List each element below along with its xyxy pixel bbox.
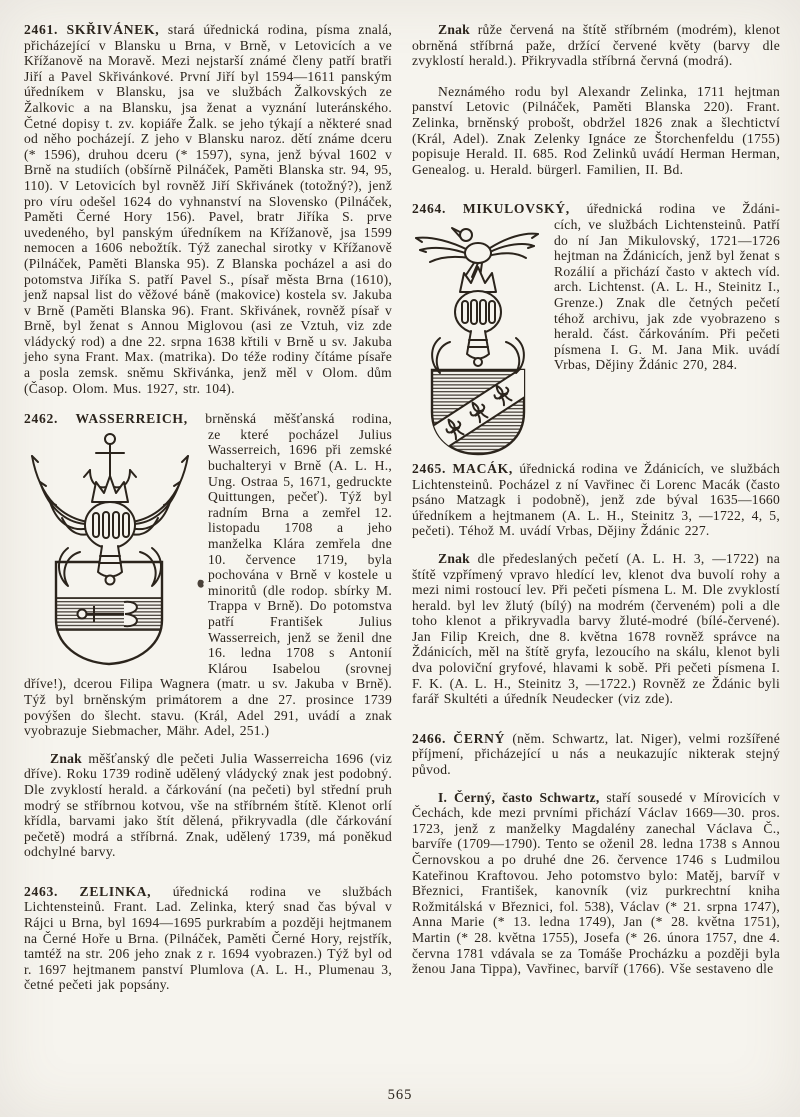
dove-helmet-bend-fleur-de-lis-shield-arms-icon	[412, 220, 542, 458]
entry-number: 2464.	[412, 201, 447, 217]
entry-flow	[24, 427, 392, 739]
entry-number: 2462.	[24, 411, 59, 427]
entry-number: 2461.	[24, 22, 59, 37]
ink-speck	[197, 577, 205, 587]
entry-paragraph	[24, 22, 392, 396]
entry-text: stará úřednická rodina, písma znalá, přicházející v Blansku u Brna, v Brně, v Letovicích a ve Křížanově na Moravě. Mezi nejstarší známé členy patří bratři Jiří a Pavel Skřivánkové. První Jiří byl 1594—1611 panským úředníkem v Blansku, jsa ve službách Žalkovských ze Žalkovic a na Blansku, jsa ženat a vyznání luteránského. Četné dopisy t. zv. kopiáře Žalk. se jeho týkají a některé snad od něho pocházejí. Z jeho v Blansku naroz. dětí známe dceru (* 1596), druhou dceru (* 1597), syna, jenž býval 1602 v Brně na studiích (obšírně Pilnáček, Paměti Blanska str. 94, 95, 110). V Letovicích byl rovněž Jiří Skřivánek (totožný?), jenž pro víru odešel 1624 do vyhnanství na Slovensko (Pilnáček, Paměti Černé Hory 156). Pavel, bratr Jiříka S. prve uvedeného, byl panským úředníkem na Křížanově, jsa 1599 nemocen a 1606 nebožtík. Týž zanechal sirotky v Křížanově (Pilnáček, Paměti Blanska 95). Z Blanska pocházel a asi do potomstva Jiříka S. patří Pavel S., písař města Brna (1610), jenž napsal list do věžové báně (makovice) kostela sv. Jakuba v Brně (Paměti Blanska 96). Frant. Skřivánek, rovněž písař v Brně, byl ženat s Annou Miglovou (asi ze Vztuh, viz zde vládycký rod) a dne 22. srpna 1638 křtili v Brně u sv. Jakuba jeho syna Frant. Max. (matrika). Do téže rodiny čítáme písaře a posla zemsk. sněmu Skřivánka, jenž měl v Olom. dům (Časop. Olom. Mus. 1927, str. 104).	[24, 22, 392, 396]
entry-number: 2463.	[24, 883, 59, 899]
entry-headword: SKŘIVÁNEK,	[66, 22, 160, 37]
entry-heading-line	[24, 411, 392, 427]
entry-paragraph	[412, 731, 780, 778]
entry-headword: ZELINKA,	[79, 883, 152, 899]
entry-number: 2466.	[412, 730, 447, 746]
branch-lead: I. Černý, často Schwartz,	[438, 789, 600, 805]
winged-helmet-anchor-shield-arms-icon	[24, 430, 196, 668]
entry-first-line: brněnská měšťanská rodina,	[205, 411, 392, 427]
entry-wasserreich	[24, 411, 392, 860]
entry-text: úřednická rodina ve Ždánicích, ve službách Lichtensteinů. Pocházel z ní Vavřinec či Lorenc Macák (často psáno Matzagk i podobně), jenž zde býval 1635—1660 úředníkem a hejtmanem (A. L. H., Steinitz 3, —1722, 4, 5, pečeti). Téhož M. uvádí Vrbas, Dějiny Ždánic 227.	[412, 460, 780, 539]
entry-zelinka	[24, 884, 392, 993]
znak-paragraph	[412, 551, 780, 707]
right-column	[412, 22, 780, 993]
left-column	[24, 22, 392, 993]
znak-lead: Znak	[438, 550, 470, 566]
zelinka-continuation-paragraph: Neznámého rodu byl Alexandr Zelinka, 1711 hejtman panství Letovic (Pilnáček, Paměti Blanska 220). Frant. Zelinka, brněnský probošt, obdržel 1826 znak a šlechtictví (Král, Adel). Znak Zelenky Ignáce ze Štorchenfeldu (1755) popisuje Herald. II. 685. Rod Zelinků uvádí Herman Herman, Genealog. u. Herald. bürgerl. Familien, II. Bd.	[412, 83, 780, 177]
entry-cerny	[412, 731, 780, 977]
znak-lead: Znak	[50, 750, 82, 766]
znak-paragraph	[24, 751, 392, 860]
znak-text: měšťanský dle pečeti Julia Wasserreicha 1696 (viz dříve). Roku 1739 rodině udělený vládycký znak jest podobný. Dle zvyklostí herald. a čárkování (na pečeti) byl střední pruh modrý se stříbrnou kotvou, vše na stříbrném štítě. Klenot orlí křídla, barvami jako štít dělená, přikryvadla (dle čárkování pečetě) modrá a stříbrná. Znak, udělený 1739, má poněkud odchylné barvy.	[24, 750, 392, 860]
entry-macak	[412, 461, 780, 707]
entry-mikulovsky	[412, 201, 780, 373]
znak-text: růže červená na štítě stříbrném (modrém), klenot obrněná stříbrná paže, držící červené květy (barvy dle zvyklostí herald.). Přikryvadla stříbrná červná (modrá).	[412, 22, 780, 69]
branch-text: staří sousedé v Mírovicích v Čechách, kde mezi prvními přichází Václav 1669—30. pros. 1723, jenž z manželky Magdalény zanechal Václava Č., barvíře (1709—1790). Tento se oženil 28. ledna 1738 s Annou Černovskou a po druhé dne 26. července 1746 s Ludmilou Kateřinou Kraftovou. Jeho potomstvo bylo: Matěj, barvíř v Březnici, František, kanovník (viz purkrechtní kniha Rožmitálská v Březnici, fol. 538), Václav (* 21. srpna 1747), Anna Marie (* 13. ledna 1749), Jan (* 28. května 1751), Martin (* 28. května 1755), Josefa (* 26. února 1757, dne 4. června 1781 vdávala se za Tomáše Procházku a později byla ženou Jana Tippa), Vavřinec, barvíř (1766). Vše sestaveno dle	[412, 789, 781, 977]
entry-headword: ČERNÝ	[453, 730, 506, 746]
entry-body-text: ze které pocházel Julius Wasserreich, 1696 při zemské buchalteryi v Brně (A. L. H., Ung. Ostraa 5, 1671, gedruckte Quittungen, pečeť). Týž byl radním Brna a zemřel 12. listopadu 1708 a jeho manželka Klára zemřela dne 10. července 1719, byla pochována v Brně v kostele u minoritů (dle rodop. sbírky M. Trappa v Brně). Do potomstva patří František Julius Wasserreich, jenž se ženil dne 16. ledna 1708 s Antonií Klárou Isabelou (srovnej dříve!), dcerou Filipa Wagnera (matr. u sv. Jakuba v Brně). Týž byl brněnským primátorem a dne 27. prosince 1739 povýšen do šlecht. stavu. (Král, Adel 291, uvádí a znak vyobrazuje Siebmacher, Mähr. Adel, 251.)	[24, 426, 392, 739]
entry-headword: WASSERREICH,	[75, 411, 188, 427]
two-column-layout	[24, 22, 780, 993]
entry-first-line: úřednická rodina ve Ždáni-	[586, 201, 780, 217]
znak-text: dle předeslaných pečetí (A. L. H. 3, —1722) na štítě vzpřímený vpravo hledící lev, klenot dva buvolí rohy a mezi nimi rostoucí lev. Při pečeti písmena L. M. Dle zvyklostí herald. byl lev žlutý (bílý) na modrém (červeném) poli a dle toho klenot a přikryvadla barvy žluté-modré (bílé-červené). Jan Filip Kreich, dne 8. května 1678 rovněž správce na Ždánicích, měl na štítě gryfa, lezoucího na skálu, klenot byli dva poloviční gryfové, hlavami k sobě. Při pečeti písmena I. F. K. (A. L. H., Steinitz 3, —1722.) Rovněž ze Ždánic byli farář Skultéti a úředník Neudecker (viz zde).	[412, 550, 780, 707]
entry-paragraph	[24, 884, 392, 993]
entry-headword: MIKULOVSKÝ,	[462, 201, 570, 217]
entry-flow	[412, 217, 780, 373]
entry-body-text: cích, ve službách Lichtensteinů. Patří do ní Jan Mikulovský, 1721—1726 hejtman na Ždánicích, jenž byl ženat s Rozálií a přichází často v aktech víd. arch. Lichtenst. (A. L. H., Steinitz I., Grenze.) Znak dle četných pečetí téhož archivu, jak zde vyobrazeno s herald. část. čárkováním. Při pečeti písmena I. G. M. Jana Mik. uvádí Vrbas, Dějiny Ždánic 270, 284.	[554, 216, 780, 373]
wasserreich-coat-of-arms	[24, 430, 196, 668]
zelinka-znak-paragraph	[412, 22, 780, 69]
entry-number: 2465.	[412, 460, 447, 476]
page-number: 565	[387, 1087, 413, 1104]
entry-text: (něm. Schwartz, lat. Niger), velmi rozšířené příjmení, přicházející u nás a neukazujíc nikterak stejný původ.	[412, 730, 780, 778]
entry-text: úřednická rodina ve službách Lichtensteinů. Frant. Lad. Zelinka, který snad čas býval v Rájci u Brna, byl 1694—1695 purkrabím a později hejtmanem na Černé Hoře u Brna. (Pilnáček, Paměti Černé Hory, rejstřík, tamtéž na str. 206 jeho znak z r. 1694 vyobrazen.) Týž byl od r. 1697 hejtmanem panství Plumlova (A. L. H., Plumenau 3, četné pečeti jak popsány.	[24, 883, 392, 993]
entry-heading-line	[412, 201, 780, 217]
entry-paragraph	[412, 461, 780, 539]
entry-headword: MACÁK,	[452, 460, 513, 476]
znak-lead: Znak	[438, 22, 470, 37]
entry-skrivanek	[24, 22, 392, 396]
mikulovsky-coat-of-arms	[412, 220, 542, 458]
cerny-branch-paragraph	[412, 790, 780, 977]
